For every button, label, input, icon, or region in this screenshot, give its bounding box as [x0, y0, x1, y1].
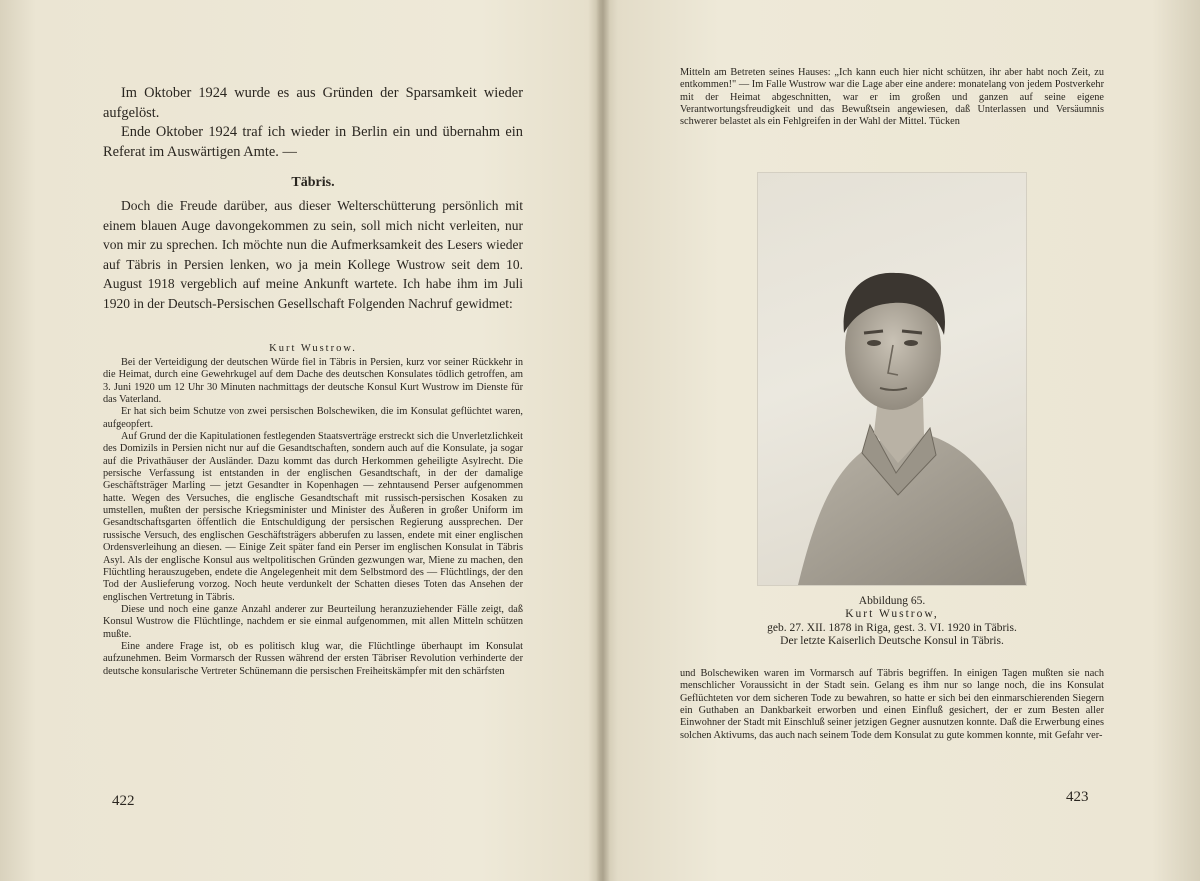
right-top-text: Mitteln am Betreten seines Hauses: „Ich kann euch hier nicht schützen, ihr aber habt noch Zeit, zu entkommen!" — Im Falle Wustrow war die Lage aber eine andere: monatelang von jedem Postverkehr mit der Heimat abgeschnitten, war er im großen und ganzen auf seine eigene Verantwortungsfreudigkeit und das Bewußtsein angewiesen, daß Unterlassen und Versäumnis schwerer belastet als ein Fehlgreifen in der Wahl der Mittel. Tücken — [680, 67, 1104, 128]
paragraph-2: Ende Oktober 1924 traf ich wieder in Berlin ein und übernahm ein Referat im Auswärtigen Amte. — — [103, 124, 523, 160]
caption-title: Der letzte Kaiserlich Deutsche Konsul in Täbris. — [780, 635, 1004, 648]
obituary-paragraph: Diese und noch eine ganze Anzahl anderer zur Beurteilung heranzuziehender Fälle zeigt, daß Konsul Wustrow die Flüchtlinge, nachdem er sie einmal aufgenommen, mit allen Mitteln schützen mußte. — [103, 603, 523, 640]
caption-dates: geb. 27. XII. 1878 in Riga, gest. 3. VI. 1920 in Täbris. — [767, 621, 1017, 634]
right-bottom-text: und Bolschewiken waren im Vormarsch auf Täbris begriffen. In einigen Tagen mußten sie nach menschlicher Voraussicht in der Stadt sein. Gelang es ihm nur so lange noch, die ins Konsulat Geflüchteten vor dem sicheren Tode zu bewahren, so hatte er sich bei den einmarschierenden Siegern ein Guthaben an Dankbarkeit erworben und einen Einfluß gesichert, der er zum Besten aller Einwohner der Stadt mit Einschluß seiner jetzigen Gegner ausnutzen konnte. Daß die Erwerbung eines solchen Aktivums, das auch nach seinem Tode dem Konsulat zu gute kommen konnte, mit Gefahr ver- — [680, 668, 1104, 741]
page-number-right: 423 — [1066, 789, 1089, 805]
right-brow — [902, 331, 922, 333]
left-intro-text — [103, 84, 523, 162]
portrait-photo — [757, 172, 1027, 586]
left-eye — [867, 340, 881, 346]
obituary-paragraph: Er hat sich beim Schutze von zwei persischen Bolschewiken, die im Konsulat geflüchtet waren, aufgeopfert. — [103, 406, 523, 430]
obituary-paragraph: Eine andere Frage ist, ob es politisch klug war, die Flüchtlinge überhaupt im Konsulat aufzunehmen. Beim Vormarsch der Russen während der ersten Täbriser Revolution verhinderte der deutsche konsularische Vertreter Schünemann die persischen Freiheitskämpfer mit den schärfsten — [103, 640, 523, 677]
paragraph-1: Im Oktober 1924 wurde es aus Gründen der Sparsamkeit wieder aufgelöst. — [103, 85, 523, 121]
photo-caption — [680, 595, 1104, 649]
caption-figure: Abbildung 65. — [858, 595, 926, 607]
paragraph-3: Doch die Freude darüber, aus dieser Welterschütterung persönlich mit einem blauen Auge davongekommen zu sein, soll mich nicht verleiten, nur von mir zu sprechen. Ich möchte nun die Aufmerksamkeit des Lesers wieder auf Täbris in Persien lenken, wo ja mein Kollege Wustrow seit dem 10. August 1918 vergeblich auf meine Ankunft wartete. Ich habe ihm im Juli 1920 in der Deutsch-Persischen Gesellschaft Folgenden Nachruf gewidmet: — [103, 198, 523, 311]
left-brow — [864, 331, 883, 333]
section-heading: Täbris. — [291, 175, 335, 190]
obituary-paragraph: Auf Grund der die Kapitulationen festlegenden Staatsverträge erstreckt sich die Unverletzlichkeit des Domizils in Persien nicht nur auf die Gesandtschaften, sondern auch auf die Konsulate, ja sogar auf die Privathäuser der Ausländer. Dazu kommt das durch Herkommen geheiligte Asylrecht. Die persische Verfassung ist entstanden in der englischen Gesandtschaft, in der der damalige Geschäftsträger Marling — jetzt Gesandter in Kopenhagen — zehntausend Perser aufgenommen hatte. Wegen des Versuches, die englische Gesandtschaft mit russisch-persischen Kosaken zu umstellen, mußten der persische Kriegsminister und Minister des Äußeren in großer Uniform im Gesandtschaftsgarten öffentlich die Entschuldigung der persischen Regierung aussprechen. Der russische Versuch, des englischen Geschäftsträgers abberufen zu lassen, endete mit einer englischen Ordensverleihung an diesen. — Einige Zeit später fand ein Perser im englischen Konsulat in Täbris Asyl. Als der englische Konsul aus weltpolitischen Gründen gezwungen war, Miene zu machen, den Flüchtling herauszugeben, endete die Angelegenheit mit dem Selbstmord des — Flüchtlings, der den Tod der Auslieferung vorzog. Noch heute verdunkelt der Schatten dieses Toten das Ansehen der englischen Vertretung in Täbris. — [103, 431, 523, 603]
right-page — [604, 0, 1200, 881]
obituary-text — [103, 357, 523, 678]
obituary-title: Kurt Wustrow. — [269, 343, 357, 354]
obituary-paragraph: Bei der Verteidigung der deutschen Würde fiel in Täbris in Persien, kurz vor seiner Rückkehr in die Heimat, durch eine Gewehrkugel auf dem Dache des deutschen Konsulates tödlich getroffen, am 3. Juni 1920 um 12 Uhr 30 Minuten nachmittags der deutsche Konsul Kurt Wustrow im Dienste für das Vaterland. — [103, 357, 523, 406]
right-eye — [904, 340, 918, 346]
caption-name: Kurt Wustrow, — [845, 608, 939, 621]
portrait-illustration — [758, 173, 1026, 585]
page-number-left: 422 — [112, 793, 135, 809]
